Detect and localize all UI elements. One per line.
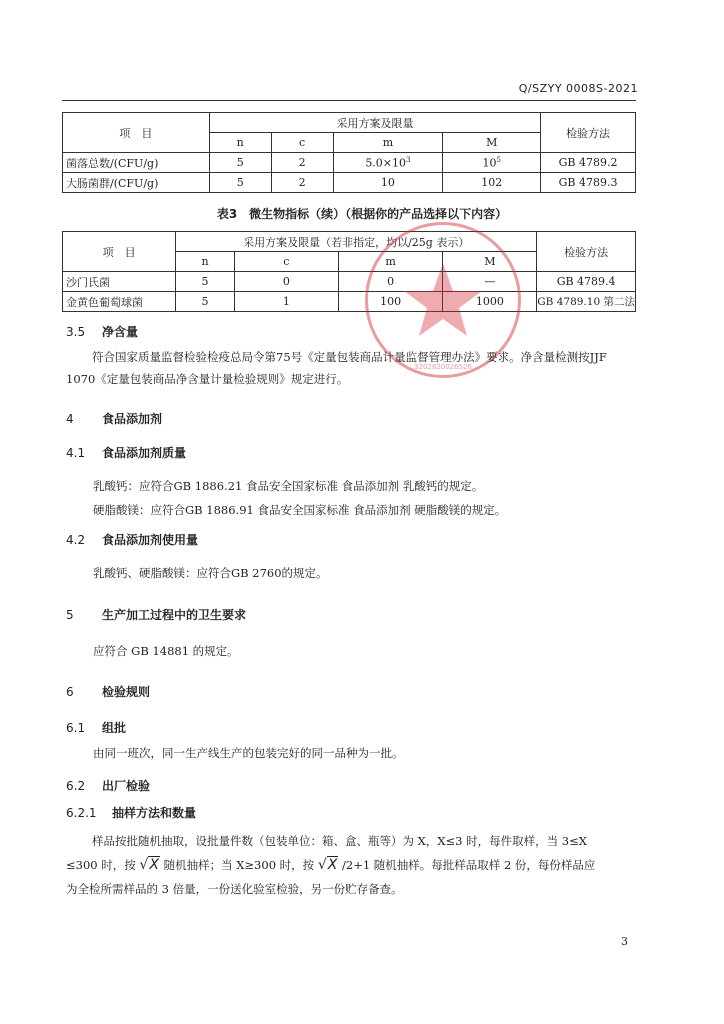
section-6-2-heading: 6.2 出厂检验 — [66, 779, 151, 793]
row-c: 0 — [234, 272, 338, 292]
section-4-2-heading: 4.2 食品添加剂使用量 — [66, 533, 199, 547]
header-method: 检验方法 — [541, 113, 636, 153]
row-n: 5 — [209, 153, 271, 173]
header-c: c — [234, 252, 338, 272]
section-6-2-1-text — [66, 829, 636, 901]
row-name: 菌落总数/(CFU/g) — [63, 153, 210, 173]
row-m: $5.0\times 10^3$ — [333, 153, 443, 173]
standard-code: Q/SZYY 0008S-2021 — [518, 82, 638, 95]
section-6-1-text: 由同一班次，同一生产线生产的包装完好的同一品种为一批。 — [93, 746, 404, 760]
row-n: 5 — [176, 272, 235, 292]
row-M: 1000 — [443, 292, 537, 312]
row-M: 102 — [443, 173, 541, 193]
section-6-heading: 6 检验规则 — [66, 685, 151, 699]
table-row — [63, 292, 636, 312]
sqrt-icon: √X — [139, 857, 159, 873]
header-c: c — [271, 133, 333, 153]
sampling-line-1: 样品按批随机抽取，设批量件数（包装单位：箱、盒、瓶等）为 X，X≤3 时，每件取样，当 3≤X — [92, 834, 587, 848]
header-M: M — [443, 252, 537, 272]
table-row — [63, 272, 636, 292]
table-row — [63, 153, 636, 173]
row-M: $10^5$ — [443, 153, 541, 173]
table-row — [63, 173, 636, 193]
section-4-1-heading: 4.1 食品添加剂质量 — [66, 446, 187, 460]
table-caption: 表3 微生物指标（续）（根据你的产品选择以下内容） — [216, 207, 508, 221]
section-6-2-1-heading: 6.2.1 抽样方法和数量 — [66, 806, 197, 820]
section-3-5-heading: 3.5 净含量 — [66, 325, 139, 339]
section-3-5-text: 符合国家质量监督检验检疫总局令第75号《定量包装商品计量监督管理办法》要求。净含量检测按JJF 1070《定量包装商品净含量计量检验规则》规定进行。 — [66, 350, 607, 386]
row-name: 金黄色葡萄球菌 — [63, 292, 176, 312]
microbial-table-1 — [62, 112, 636, 193]
row-c: 2 — [271, 173, 333, 193]
row-m: 0 — [338, 272, 443, 292]
row-M: — — [443, 272, 537, 292]
section-5-heading: 5 生产加工过程中的卫生要求 — [66, 608, 247, 622]
header-n: n — [209, 133, 271, 153]
row-name: 沙门氏菌 — [63, 272, 176, 292]
header-item: 项 目 — [63, 232, 176, 272]
header-item: 项 目 — [63, 113, 210, 153]
row-method: GB 4789.10 第二法 — [537, 292, 636, 312]
header-m: m — [333, 133, 443, 153]
section-4-heading: 4 食品添加剂 — [66, 412, 163, 426]
additive-usage-text: 乳酸钙、硬脂酸镁：应符合GB 2760的规定。 — [93, 566, 328, 580]
additive-magnesium-stearate: 硬脂酸镁：应符合GB 1886.91 食品安全国家标准 食品添加剂 硬脂酸镁的规定。 — [93, 503, 507, 517]
additive-calcium-lactate: 乳酸钙：应符合GB 1886.21 食品安全国家标准 食品添加剂 乳酸钙的规定。 — [93, 479, 484, 493]
section-6-1-heading: 6.1 组批 — [66, 721, 127, 735]
sampling-line-2: ≤300 时，按 √X 随机抽样；当 X≥300 时，按 √X /2+1 随机抽样。每批样品取样 2 份，每份样品应 — [66, 857, 596, 873]
header-n: n — [176, 252, 235, 272]
sampling-line-3: 为全检所需样品的 3 倍量，一份送化验室检验，另一份贮存备查。 — [66, 882, 403, 896]
seal-serial: 3202820026526 — [414, 363, 472, 371]
section-5-text: 应符合 GB 14881 的规定。 — [93, 644, 239, 658]
header-method: 检验方法 — [537, 232, 636, 272]
microbial-table-2 — [62, 231, 636, 312]
row-c: 2 — [271, 153, 333, 173]
row-m: 100 — [338, 292, 443, 312]
sqrt-icon: √X — [317, 857, 338, 873]
header-m: m — [338, 252, 443, 272]
row-n: 5 — [209, 173, 271, 193]
row-m: 10 — [333, 173, 443, 193]
row-n: 5 — [176, 292, 235, 312]
header-plan: 采用方案及限量 — [209, 113, 540, 133]
row-c: 1 — [234, 292, 338, 312]
page-number: 3 — [621, 935, 628, 948]
row-method: GB 4789.4 — [537, 272, 636, 292]
header-plan: 采用方案及限量（若非指定，均以/25g 表示） — [176, 232, 537, 252]
header-M: M — [443, 133, 541, 153]
row-method: GB 4789.3 — [541, 173, 636, 193]
header-rule — [62, 100, 636, 101]
row-method: GB 4789.2 — [541, 153, 636, 173]
row-name: 大肠菌群/(CFU/g) — [63, 173, 210, 193]
